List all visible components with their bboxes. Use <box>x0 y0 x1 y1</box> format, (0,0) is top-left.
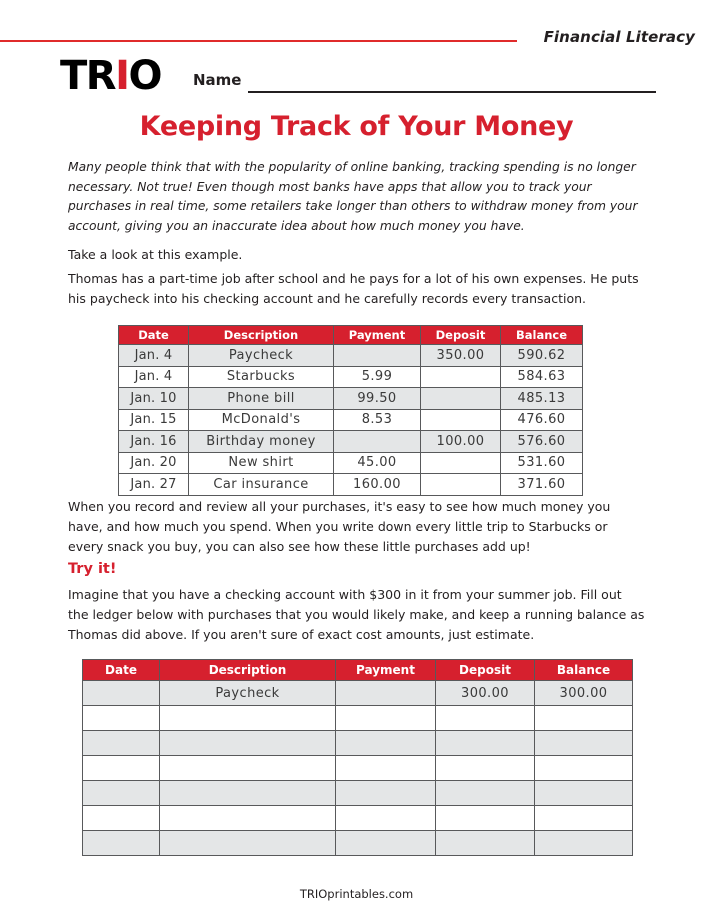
cell-payment: 99.50 <box>334 388 421 410</box>
cell-date[interactable] <box>83 681 160 706</box>
column-header-date: Date <box>119 326 189 345</box>
name-label: Name <box>193 71 242 89</box>
cell-deposit: 350.00 <box>421 345 501 367</box>
cell-description: Paycheck <box>189 345 334 367</box>
column-header-description: Description <box>189 326 334 345</box>
paragraph-example-lead: Take a look at this example. <box>68 247 243 262</box>
cell-description[interactable] <box>160 731 336 756</box>
cell-date[interactable] <box>83 706 160 731</box>
trio-logo-i: I <box>115 53 129 99</box>
cell-deposit[interactable] <box>436 731 535 756</box>
logo-and-name-row <box>60 53 663 102</box>
header-rule <box>0 40 517 42</box>
cell-deposit <box>421 366 501 388</box>
cell-description[interactable] <box>160 706 336 731</box>
cell-deposit <box>421 474 501 496</box>
table-row <box>119 452 583 474</box>
cell-date: Jan. 15 <box>119 409 189 431</box>
cell-payment[interactable] <box>336 781 436 806</box>
cell-balance: 576.60 <box>501 431 583 453</box>
intro-paragraph: Many people think that with the popularity of online banking, tracking spending is no longer necessary. Not true! Even though most banks have apps that allow you to track your purchases in real time, some retailers take longer than others to withdraw money from your account, giving you an inaccurate idea about how much money you have. <box>68 160 638 233</box>
table-row[interactable] <box>83 831 633 856</box>
trio-logo <box>60 54 161 98</box>
cell-description: McDonald's <box>189 409 334 431</box>
table-row <box>119 366 583 388</box>
cell-date[interactable] <box>83 831 160 856</box>
try-it-heading: Try it! <box>68 561 117 577</box>
table-row[interactable] <box>83 756 633 781</box>
table-row <box>119 345 583 367</box>
table-row[interactable] <box>83 806 633 831</box>
cell-payment[interactable] <box>336 731 436 756</box>
cell-date: Jan. 4 <box>119 345 189 367</box>
cell-deposit: 100.00 <box>421 431 501 453</box>
cell-description: New shirt <box>189 452 334 474</box>
table-row[interactable] <box>83 781 633 806</box>
cell-date: Jan. 20 <box>119 452 189 474</box>
cell-payment[interactable] <box>336 756 436 781</box>
header-bar <box>0 28 713 54</box>
example-ledger-table <box>118 325 583 496</box>
column-header-deposit: Deposit <box>421 326 501 345</box>
cell-payment[interactable] <box>336 706 436 731</box>
cell-description[interactable] <box>160 831 336 856</box>
footer-site-name: TRIOprintables.com <box>299 887 414 901</box>
cell-balance[interactable] <box>535 781 633 806</box>
cell-date: Jan. 27 <box>119 474 189 496</box>
cell-description: Phone bill <box>189 388 334 410</box>
cell-description: Car insurance <box>189 474 334 496</box>
table-row <box>119 388 583 410</box>
cell-balance[interactable] <box>535 756 633 781</box>
column-header-date: Date <box>83 660 160 681</box>
cell-balance: 476.60 <box>501 409 583 431</box>
cell-deposit[interactable]: 300.00 <box>436 681 535 706</box>
trio-logo-o: O <box>128 53 161 99</box>
cell-payment: 5.99 <box>334 366 421 388</box>
cell-payment[interactable] <box>336 806 436 831</box>
cell-date: Jan. 4 <box>119 366 189 388</box>
cell-date[interactable] <box>83 756 160 781</box>
cell-payment <box>334 431 421 453</box>
cell-deposit[interactable] <box>436 706 535 731</box>
column-header-deposit: Deposit <box>436 660 535 681</box>
cell-date[interactable] <box>83 781 160 806</box>
trio-logo-tr: TR <box>60 53 116 99</box>
cell-payment: 8.53 <box>334 409 421 431</box>
cell-balance: 531.60 <box>501 452 583 474</box>
column-header-balance: Balance <box>501 326 583 345</box>
column-header-payment: Payment <box>336 660 436 681</box>
cell-deposit <box>421 388 501 410</box>
cell-balance: 590.62 <box>501 345 583 367</box>
cell-balance: 371.60 <box>501 474 583 496</box>
cell-payment[interactable] <box>336 681 436 706</box>
cell-date: Jan. 16 <box>119 431 189 453</box>
cell-deposit[interactable] <box>436 756 535 781</box>
cell-payment <box>334 345 421 367</box>
example-ledger-header-row <box>119 326 583 345</box>
cell-description: Birthday money <box>189 431 334 453</box>
paragraph-thomas: Thomas has a part-time job after school and he pays for a lot of his own expenses. He puts his paycheck into his checking account and he carefully records every transaction. <box>68 271 639 306</box>
cell-deposit[interactable] <box>436 831 535 856</box>
table-row[interactable] <box>83 681 633 706</box>
table-row <box>119 474 583 496</box>
blank-ledger-header-row <box>83 660 633 681</box>
table-row <box>119 409 583 431</box>
cell-deposit <box>421 452 501 474</box>
column-header-description: Description <box>160 660 336 681</box>
table-row[interactable] <box>83 731 633 756</box>
cell-payment: 160.00 <box>334 474 421 496</box>
cell-payment[interactable] <box>336 831 436 856</box>
column-header-balance: Balance <box>535 660 633 681</box>
cell-date[interactable] <box>83 806 160 831</box>
cell-balance[interactable] <box>535 731 633 756</box>
cell-description[interactable] <box>160 756 336 781</box>
cell-deposit[interactable] <box>436 806 535 831</box>
cell-balance[interactable] <box>535 706 633 731</box>
column-header-payment: Payment <box>334 326 421 345</box>
cell-description[interactable] <box>160 781 336 806</box>
subject-label: Financial Literacy <box>543 28 695 46</box>
cell-date: Jan. 10 <box>119 388 189 410</box>
page-title: Keeping Track of Your Money <box>139 111 574 142</box>
cell-date[interactable] <box>83 731 160 756</box>
cell-deposit[interactable] <box>436 781 535 806</box>
table-row[interactable] <box>83 706 633 731</box>
name-write-in-line[interactable] <box>248 91 656 93</box>
cell-balance[interactable]: 300.00 <box>535 681 633 706</box>
try-it-instructions: Imagine that you have a checking account with $300 in it from your summer job. Fill out the ledger below with purchases that you would likely make, and keep a running balance as Thomas did above. If you aren't sure of exact cost amounts, just estimate. <box>68 587 645 642</box>
cell-deposit <box>421 409 501 431</box>
cell-description[interactable] <box>160 806 336 831</box>
cell-balance: 584.63 <box>501 366 583 388</box>
paragraph-summary: When you record and review all your purchases, it's easy to see how much money you have, and how much you spend. When you write down every little trip to Starbucks or every snack you buy, you can also see how these little purchases add up! <box>68 499 611 554</box>
table-row <box>119 431 583 453</box>
cell-balance[interactable] <box>535 806 633 831</box>
cell-description[interactable]: Paycheck <box>160 681 336 706</box>
cell-balance: 485.13 <box>501 388 583 410</box>
blank-ledger-table[interactable] <box>82 659 633 856</box>
cell-payment: 45.00 <box>334 452 421 474</box>
cell-balance[interactable] <box>535 831 633 856</box>
cell-description: Starbucks <box>189 366 334 388</box>
